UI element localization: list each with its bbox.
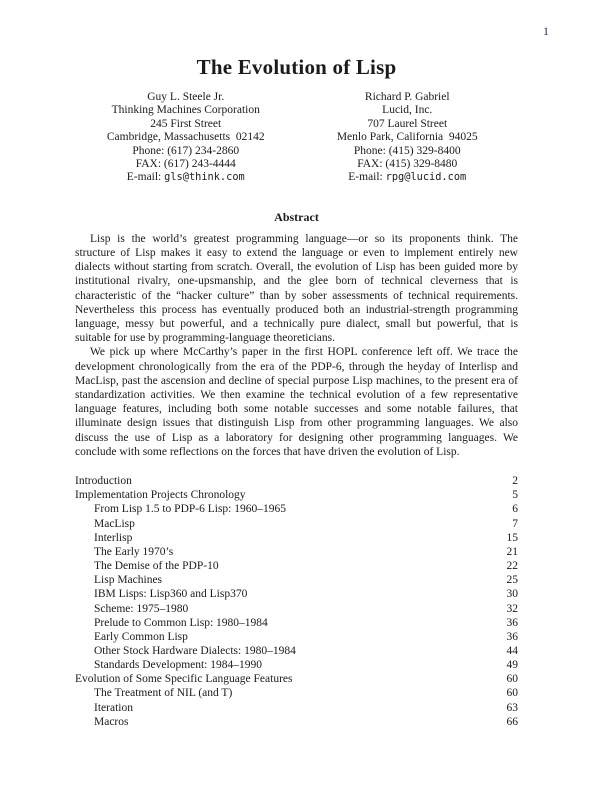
toc-entry-label: MacLisp [94, 517, 135, 530]
toc-entry-page: 60 [506, 687, 518, 700]
page-number: 1 [543, 24, 549, 38]
author-email: gls@think.com [164, 171, 245, 184]
toc-entry [75, 602, 518, 616]
toc-entry [75, 630, 518, 644]
toc-entry-label: Evolution of Some Specific Language Features [75, 673, 293, 686]
toc-entry [75, 545, 518, 559]
toc-entry-page: 36 [506, 616, 518, 629]
toc-entry-label: Introduction [75, 475, 132, 488]
toc-entry-page: 22 [506, 560, 518, 573]
toc-entry-label: The Demise of the PDP-10 [94, 560, 219, 573]
toc-entry-label: IBM Lisps: Lisp360 and Lisp370 [94, 588, 248, 601]
toc-entry-page: 30 [506, 588, 518, 601]
toc-entry [75, 474, 518, 488]
toc-entry-page: 66 [506, 715, 518, 728]
toc-entry-page: 49 [506, 659, 518, 672]
toc-entry-label: The Early 1970’s [94, 545, 174, 558]
toc-entry-page: 63 [506, 701, 518, 714]
toc-entry-page: 25 [506, 574, 518, 587]
author-email: rpg@lucid.com [385, 171, 467, 184]
author-fax: FAX: (617) 243-4444 [135, 158, 236, 171]
author-affiliation: Thinking Machines Corporation [111, 104, 260, 117]
author-phone: Phone: (617) 234-2860 [132, 144, 240, 157]
toc-entry [75, 488, 518, 502]
toc-entry [75, 587, 518, 601]
toc-entry-page: 36 [506, 630, 518, 643]
toc-entry [75, 502, 518, 516]
toc-entry-label: From Lisp 1.5 to PDP-6 Lisp: 1960–1965 [94, 503, 287, 516]
table-of-contents [75, 474, 518, 729]
toc-entry [75, 672, 518, 686]
toc-entry-label: Prelude to Common Lisp: 1980–1984 [94, 616, 268, 629]
toc-entry-page: 6 [512, 503, 518, 516]
page-content [75, 0, 518, 729]
toc-entry-label: Interlisp [94, 531, 133, 544]
toc-entry-page: 5 [512, 489, 518, 502]
paper-title: The Evolution of Lisp [196, 55, 397, 79]
abstract-body [75, 232, 518, 459]
toc-entry-label: Scheme: 1975–1980 [94, 602, 189, 615]
author-block [75, 91, 297, 185]
toc-entry-label: Macros [94, 715, 129, 728]
author-columns [75, 91, 518, 185]
email-label: E-mail: [348, 171, 386, 184]
author-name: Guy L. Steele Jr. [147, 91, 225, 103]
toc-entry [75, 517, 518, 531]
toc-entry [75, 559, 518, 573]
author-email-line [297, 171, 519, 184]
author-city: Menlo Park, California 94025 [336, 131, 478, 144]
toc-entry [75, 644, 518, 658]
author-name: Richard P. Gabriel [364, 91, 450, 103]
toc-entry-label: Standards Development: 1984–1990 [94, 659, 263, 672]
toc-entry-label: The Treatment of NIL (and T) [94, 687, 233, 700]
email-label: E-mail: [126, 171, 165, 184]
toc-entry [75, 658, 518, 672]
toc-entry [75, 715, 518, 729]
author-email-line [75, 171, 297, 184]
author-address: 245 First Street [150, 117, 222, 130]
author-city: Cambridge, Massachusetts 02142 [106, 131, 265, 144]
toc-entry-page: 21 [506, 545, 518, 558]
toc-entry [75, 531, 518, 545]
toc-entry-page: 44 [506, 644, 518, 657]
abstract-heading: Abstract [274, 209, 319, 224]
author-block [297, 91, 519, 185]
toc-entry-page: 15 [506, 531, 518, 544]
toc-entry-page: 2 [512, 475, 518, 488]
author-address: 707 Laurel Street [367, 117, 448, 130]
toc-entry-label: Early Common Lisp [94, 630, 188, 643]
author-affiliation: Lucid, Inc. [382, 104, 433, 117]
toc-entry-label: Iteration [94, 701, 133, 714]
toc-entry [75, 686, 518, 700]
author-fax: FAX: (415) 329-8480 [357, 158, 458, 171]
toc-entry [75, 701, 518, 715]
toc-entry-label: Implementation Projects Chronology [75, 489, 246, 502]
toc-entry-label: Lisp Machines [94, 574, 163, 587]
toc-entry-page: 32 [506, 602, 518, 615]
toc-entry [75, 616, 518, 630]
abstract-paragraph: We pick up where McCarthy’s paper in the first HOPL conference left off. We trace the development chronologically from the era of the PDP-6, through the heyday of Interlisp and MacLisp, past the ascension and decline of special purpose Lisp machines, to the present era of standardization activities. We then examine the technical evolution of a few representative language features, including both some notable successes and some notable failures, that illuminate design issues that distinguish Lisp from other programming languages. We also discuss the use of Lisp as a laboratory for designing other programming languages. We conclude with some reflections on the forces that have driven the evolution of Lisp. [75, 346, 518, 458]
toc-entry-page: 60 [506, 673, 518, 686]
toc-entry-page: 7 [512, 517, 518, 530]
toc-entry-label: Other Stock Hardware Dialects: 1980–1984 [94, 644, 296, 657]
toc-entry [75, 573, 518, 587]
abstract-paragraph: Lisp is the world’s greatest programming language—or so its proponents think. The structure of Lisp makes it easy to extend the language or even to implement entirely new dialects without starting from scratch. Overall, the evolution of Lisp has been guided more by institutional rivalry, one-upsmanship, and the glee born of technical cleverness that is characteristic of the “hacker culture” than by sober assessments of technical requirements. Nevertheless this process has eventually produced both an industrial-strength programming language, messy but powerful, and a technically pure dialect, small but powerful, that is suitable for use by programming-language theoreticians. [75, 232, 518, 345]
author-phone: Phone: (415) 329-8400 [353, 144, 461, 157]
